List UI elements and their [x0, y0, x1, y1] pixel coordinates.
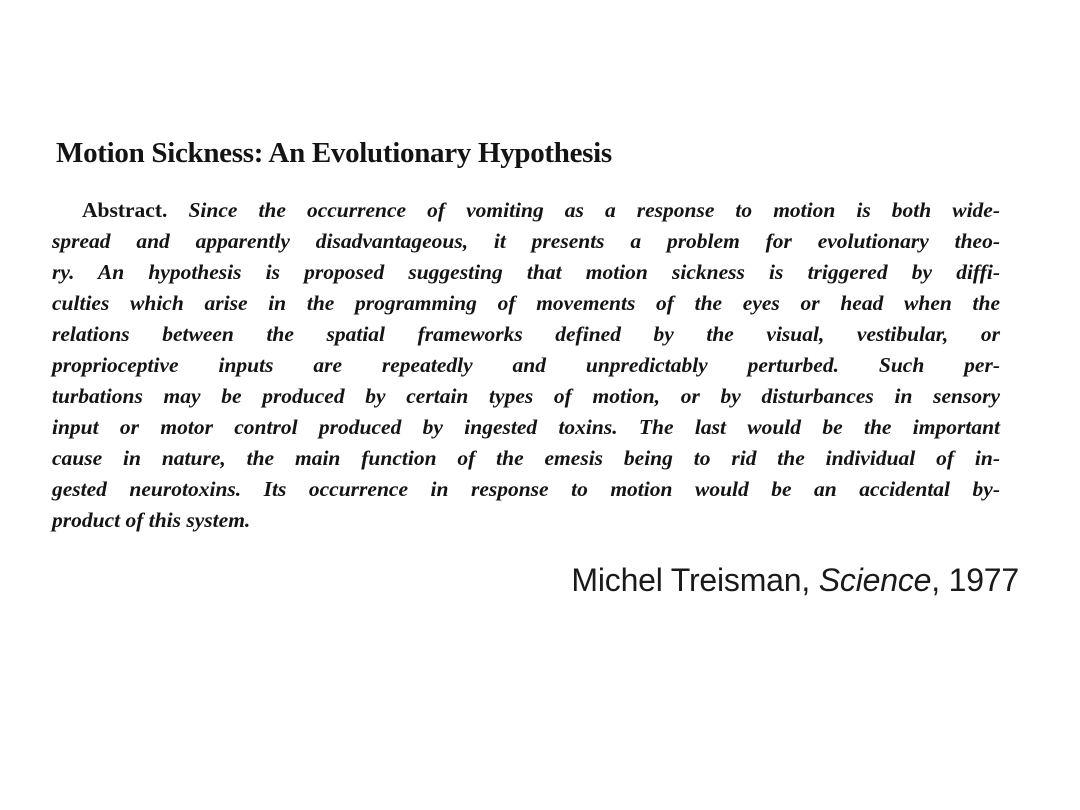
abstract-line-text: Since the occurrence of vomiting as a response to motion is both wide-	[188, 198, 1000, 222]
abstract-line: spread and apparently disadvantageous, it presents a problem for evolutionary theo-	[52, 229, 1000, 253]
abstract-line: input or motor control produced by ingested toxins. The last would be the important	[52, 415, 1000, 439]
abstract-line: gested neurotoxins. Its occurrence in response to motion would be an accidental by-	[52, 477, 1000, 501]
abstract-line: product of this system.	[52, 508, 251, 532]
abstract	[52, 195, 1004, 536]
paper-title: Motion Sickness: An Evolutionary Hypothesis	[56, 137, 612, 169]
citation-journal: Science	[818, 562, 932, 598]
abstract-line: turbations may be produced by certain types of motion, or by disturbances in sensory	[52, 384, 1000, 408]
abstract-line: culties which arise in the programming of movements of the eyes or head when the	[52, 291, 1000, 315]
abstract-line: ry. An hypothesis is proposed suggesting that motion sickness is triggered by diffi-	[52, 260, 1000, 284]
citation	[571, 562, 1019, 599]
abstract-line: proprioceptive inputs are repeatedly and unpredictably perturbed. Such per-	[52, 353, 1000, 377]
citation-year: , 1977	[931, 562, 1019, 598]
abstract-line: cause in nature, the main function of the emesis being to rid the individual of in-	[52, 446, 1000, 470]
abstract-label: Abstract.	[82, 198, 168, 222]
abstract-line: relations between the spatial frameworks defined by the visual, vestibular, or	[52, 322, 1000, 346]
paper-clipping	[52, 135, 1004, 536]
abstract-line	[82, 195, 1000, 226]
citation-author: Michel Treisman,	[571, 562, 819, 598]
